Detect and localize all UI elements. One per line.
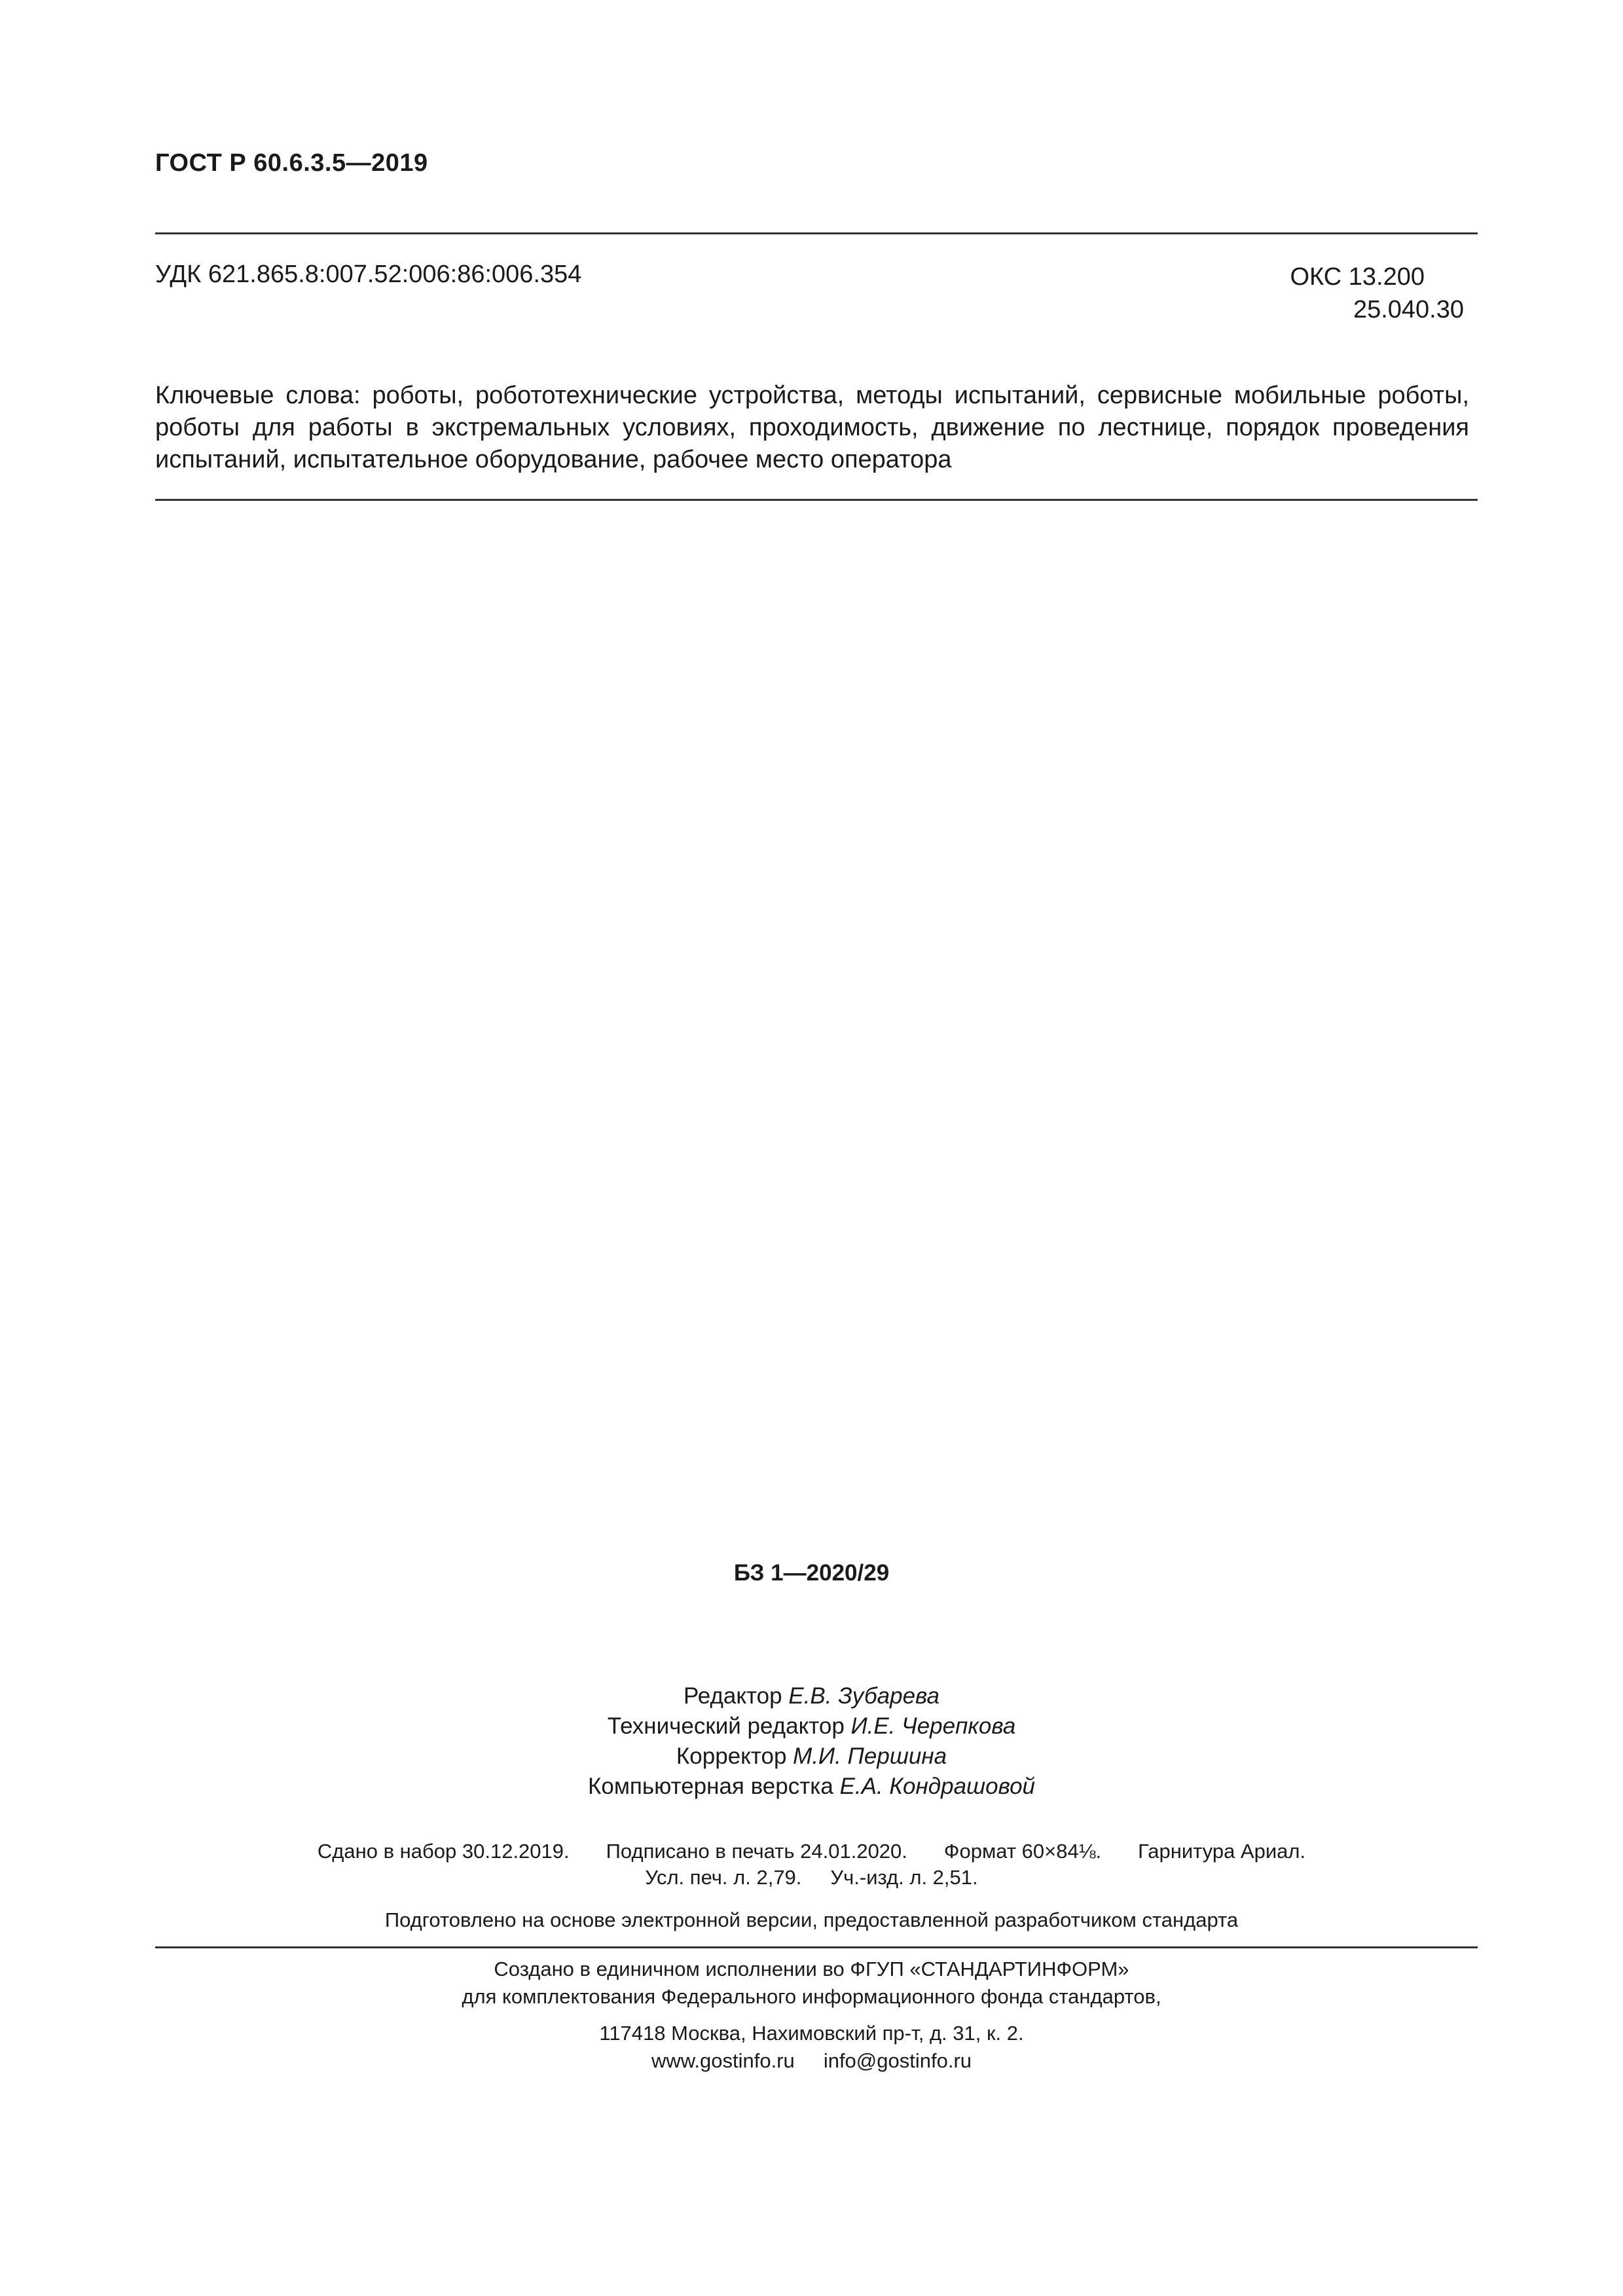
publisher-info: [0, 1956, 1623, 2011]
email-link[interactable]: info@gostinfo.ru: [823, 2049, 972, 2072]
publisher-sheets: Уч.-изд. л. 2,51.: [830, 1866, 978, 1889]
signed-date: Подписано в печать 24.01.2020.: [606, 1840, 907, 1863]
layout-name: Е.А. Кондрашовой: [839, 1774, 1036, 1799]
top-divider: [155, 232, 1478, 234]
oks-codes: [1290, 261, 1465, 326]
publisher-address: 117418 Москва, Нахимовский пр-т, д. 31, к. 2.: [599, 2022, 1024, 2045]
bz-number: БЗ 1—2020/29: [733, 1560, 890, 1586]
corrector-role: Корректор: [676, 1743, 787, 1769]
paper-format: Формат 60×84⅛.: [943, 1840, 1102, 1863]
oks-line-2: 25.040.30: [1353, 296, 1464, 323]
print-details-line-1: [0, 1838, 1623, 1865]
typeface: Гарнитура Ариал.: [1138, 1840, 1306, 1863]
print-details: [0, 1838, 1623, 1891]
layout-role: Компьютерная верстка: [587, 1774, 833, 1799]
document-code: ГОСТ Р 60.6.3.5—2019: [155, 149, 428, 177]
staff-credits: [0, 1681, 1623, 1802]
bottom-divider: [155, 1946, 1478, 1948]
corrector-name: М.И. Першина: [793, 1743, 947, 1769]
tech-editor-line: [0, 1711, 1623, 1741]
website-link[interactable]: www.gostinfo.ru: [651, 2049, 795, 2072]
publisher-contacts: [0, 2020, 1623, 2075]
editor-line: [0, 1681, 1623, 1711]
oks-line-1: ОКС 13.200: [1290, 263, 1425, 291]
publisher-web-line: [0, 2047, 1623, 2075]
corrector-line: [0, 1741, 1623, 1772]
created-line-2: для комплектования Федерального информационного фонда стандартов,: [462, 1985, 1161, 2008]
udk-code: УДК 621.865.8:007.52:006:86:006.354: [155, 261, 582, 288]
print-details-line-2: [0, 1865, 1623, 1891]
keywords-paragraph: Ключевые слова: роботы, робототехнические устройства, методы испытаний, сервисные мобильные роботы, роботы для работы в экстремальных условиях, проходимость, движение по лестнице, порядок проведения испытаний, испытательное оборудование, рабочее место оператора: [155, 382, 1469, 473]
layout-line: [0, 1772, 1623, 1802]
submitted-date: Сдано в набор 30.12.2019.: [317, 1840, 570, 1863]
tech-editor-role: Технический редактор: [607, 1713, 845, 1739]
keywords-divider: [155, 499, 1478, 501]
tech-editor-name: И.Е. Черепкова: [850, 1713, 1016, 1739]
prepared-note: Подготовлено на основе электронной версии, предоставленной разработчиком стандарта: [384, 1908, 1239, 1931]
print-sheets: Усл. печ. л. 2,79.: [645, 1866, 802, 1889]
editor-name: Е.В. Зубарева: [788, 1683, 940, 1709]
editor-role: Редактор: [683, 1683, 782, 1709]
created-line-1: Создано в единичном исполнении во ФГУП «СТАНДАРТИНФОРМ»: [494, 1958, 1129, 1980]
